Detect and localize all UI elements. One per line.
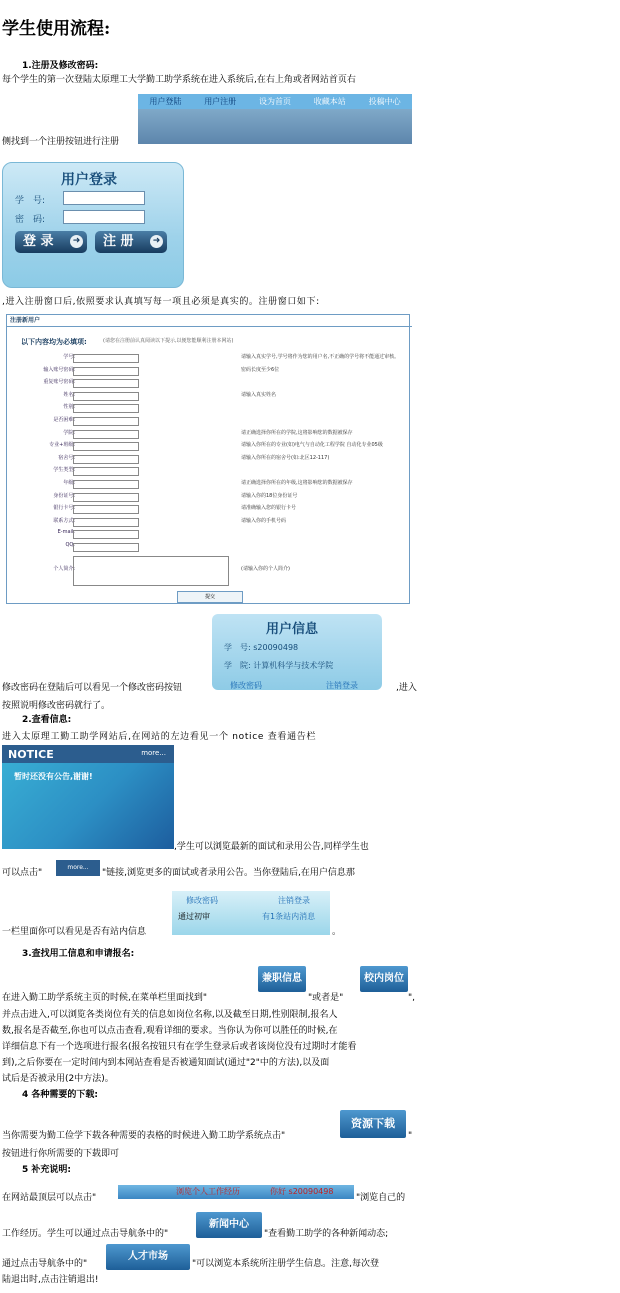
form-row-tip: 请输入真实姓名 xyxy=(241,391,277,398)
s1-line4b: ,进入 xyxy=(396,683,417,693)
login-box xyxy=(2,162,184,288)
form-row-label: 是否困难: xyxy=(53,417,75,423)
user-id-line: 学 号: s20090498 xyxy=(224,643,299,652)
nav-homepage[interactable]: 设为首页 xyxy=(258,97,291,106)
form-row-tip: 请准确输入您的银行卡号 xyxy=(241,505,297,512)
intro-tip: (请输入你的个人简介) xyxy=(241,566,290,572)
form-row xyxy=(7,454,409,465)
form-row xyxy=(7,504,409,515)
form-row xyxy=(7,466,409,477)
form-row-input[interactable] xyxy=(73,442,139,451)
notice-more-link[interactable]: more... xyxy=(141,749,166,757)
form-row-label: QQ: xyxy=(65,542,75,548)
form-row-input[interactable] xyxy=(73,480,139,489)
s5-line1b: "浏览自己的 xyxy=(356,1193,406,1203)
form-row-label: 宿舍号: xyxy=(58,454,75,461)
ribbon-work-history-link[interactable]: 浏览个人工作经历 xyxy=(176,1187,240,1196)
ribbon-greeting: 你好 s20090498 xyxy=(270,1187,334,1196)
s2-line2: ,学生可以浏览最新的面试和录用公告,同样学生也 xyxy=(174,842,369,852)
form-row-label: 学生类型: xyxy=(53,467,75,474)
login-id-input[interactable] xyxy=(63,191,145,205)
form-row-label: 年级: xyxy=(63,480,75,486)
form-row-label: E-mail: xyxy=(57,529,75,536)
s3-line2: 并点击进入,可以浏览各类岗位有关的信息如岗位名称,以及截至日期,性别限制,报名人 xyxy=(2,1010,338,1020)
s2-line4: 一栏里面你可以看见是否有站内信息 xyxy=(2,927,147,937)
user-msg-panel xyxy=(172,891,330,935)
form-row-tip: 请输入你所在的宿舍号(如:北区12-117) xyxy=(241,454,330,461)
s4-line1: 当你需要为勤工俭学下载各种需要的表格的时候进入勤工助学系统点击" xyxy=(2,1131,286,1141)
form-row-label: 联系方式: xyxy=(53,517,75,524)
campus-job-button[interactable]: 校内岗位 xyxy=(360,966,408,992)
form-row-input[interactable] xyxy=(73,530,139,539)
s3-line3: 数,报名是否截至,你也可以点击查看,观看详细的要求。当你认为你可以胜任的时候,在 xyxy=(2,1026,338,1036)
form-row-tip: 密码长度至少6位 xyxy=(241,366,280,373)
s3-line1c: ", xyxy=(408,993,416,1003)
s3-line5: 到),之后你要在一定时间内到本网站查看是否被通知面试(通过"2"中的方法),以及面 xyxy=(2,1058,330,1068)
s1-line1: 每个学生的第一次登陆太原理工大学勤工助学系统在进入系统后,在右上角或者网站首页右 xyxy=(2,75,356,85)
form-row-tip: 请正确选择你所在的年级,这将影响您的数据被保存 xyxy=(241,480,353,486)
form-row-label: 输入账号密码: xyxy=(43,366,75,373)
s3-line4: 详细信息下有一个选项进行报名(报名按钮只有在学生登录后或者该岗位没有过期时才能看 xyxy=(2,1042,357,1052)
s2-line3a: 可以点击" xyxy=(2,868,43,878)
form-row-label: 姓名: xyxy=(63,391,75,398)
s2-line3b: "链接,浏览更多的面试或者录用公告。当你登陆后,在用户信息那 xyxy=(102,868,355,878)
form-row-input[interactable] xyxy=(73,493,139,502)
s5-line4: 陆退出时,点击注销退出! xyxy=(2,1275,99,1285)
logout-link[interactable]: 注销登录 xyxy=(326,681,358,690)
s2-line4b: 。 xyxy=(332,927,342,937)
talent-market-button[interactable]: 人才市场 xyxy=(106,1244,190,1270)
nav-register[interactable]: 用户注册 xyxy=(204,97,237,106)
form-row xyxy=(7,492,409,503)
register-button[interactable] xyxy=(95,231,167,253)
s3-line1a: 在进入勤工助学系统主页的时候,在菜单栏里面找到" xyxy=(2,993,208,1003)
form-row xyxy=(7,391,409,402)
news-center-button[interactable]: 新闻中心 xyxy=(196,1212,262,1238)
s5-line2b: "查看勤工助学的各种新闻动态; xyxy=(264,1229,389,1239)
form-row xyxy=(7,416,409,427)
section3-heading: 3.查找用工信息和申请报名: xyxy=(22,949,135,959)
register-form-note: (请您在注册前认真阅读以下提示,以便您能顺利注册本网站) xyxy=(103,338,234,344)
s1-line5: 按照说明修改密码就行了。 xyxy=(2,701,111,711)
top-nav-image xyxy=(138,94,412,144)
nav-favorite[interactable]: 收藏本站 xyxy=(313,97,346,106)
s5-line3b: "可以浏览本系统所注册学生信息。注意,每次登 xyxy=(192,1259,380,1269)
form-row-label: 专业+班级: xyxy=(49,442,75,449)
form-row xyxy=(7,403,409,414)
panel-messages[interactable]: 有1条站内消息 xyxy=(262,912,316,921)
form-row-input[interactable] xyxy=(73,455,139,464)
s1-line4: 修改密码在登陆后可以看见一个修改密码按钮 xyxy=(2,683,183,693)
form-row-input[interactable] xyxy=(73,367,139,376)
s3-line1b: "或者是" xyxy=(308,993,344,1003)
user-info-title: 用户信息 xyxy=(266,622,319,637)
form-row-input[interactable] xyxy=(73,404,139,413)
form-row xyxy=(7,517,409,528)
more-button-image[interactable]: more... xyxy=(56,860,100,876)
register-button-label: 注 册 xyxy=(103,234,134,249)
form-row xyxy=(7,378,409,389)
submit-button[interactable]: 提交 xyxy=(177,591,243,603)
form-row-tip: 请输入你的18位身份证号 xyxy=(241,492,298,499)
form-row-tip: 请输入你的手机号码 xyxy=(241,517,287,524)
login-button[interactable] xyxy=(15,231,87,253)
form-row-label: 身份证号: xyxy=(53,492,75,499)
panel-logout[interactable]: 注销登录 xyxy=(278,896,310,905)
form-row xyxy=(7,353,409,364)
s5-line2a: 工作经历。学生可以通过点击导航条中的" xyxy=(2,1229,169,1239)
arrow-right-icon: ➜ xyxy=(150,235,163,248)
form-row-label: 重复账号密码: xyxy=(43,379,75,386)
form-row-input[interactable] xyxy=(73,543,139,552)
parttime-info-button[interactable]: 兼职信息 xyxy=(258,966,306,992)
form-row xyxy=(7,441,409,452)
notice-title: NOTICE xyxy=(8,748,54,761)
nav-submit[interactable]: 投稿中心 xyxy=(368,97,401,106)
s1-line3: ,进入注册窗口后,依照要求认真填写每一项且必须是真实的。注册窗口如下: xyxy=(2,297,320,307)
form-row-tip: 请正确选择你所在的学院,这将影响您的数据被保存 xyxy=(241,429,353,436)
register-form-header: 注册新用户 xyxy=(7,315,412,327)
form-row-input[interactable] xyxy=(73,392,139,401)
form-row xyxy=(7,529,409,540)
notice-panel xyxy=(2,745,174,849)
form-row-input[interactable] xyxy=(73,417,139,426)
register-form xyxy=(6,314,410,604)
section5-heading: 5 补充说明: xyxy=(22,1165,71,1175)
s3-line6: 试后是否被录用(2中方法)。 xyxy=(2,1074,114,1084)
panel-status: 通过初审 xyxy=(178,912,210,921)
s5-line3a: 通过点击导航条中的" xyxy=(2,1259,88,1269)
form-row-label: 银行卡号: xyxy=(53,505,75,512)
form-row-input[interactable] xyxy=(73,505,139,514)
form-row-input[interactable] xyxy=(73,379,139,388)
intro-label: 个人简介: xyxy=(53,566,75,572)
login-title: 用户登录 xyxy=(61,172,117,188)
s2-line1: 进入太原理工勤工助学网站后,在网站的左边看见一个 notice 查看通告栏 xyxy=(2,732,317,742)
s1-line2: 侧找到一个注册按钮进行注册 xyxy=(2,137,120,147)
form-row-tip: 请输入真实学号,学号将作为您的用户名,不正确的学号将不能通过审核。 xyxy=(241,354,400,360)
intro-textarea[interactable] xyxy=(73,556,229,586)
form-row xyxy=(7,366,409,377)
form-row-label: 学号: xyxy=(63,354,75,360)
login-pwd-label: 密 码: xyxy=(15,215,46,225)
user-info-box xyxy=(212,614,382,690)
change-password-link[interactable]: 修改密码 xyxy=(230,681,262,690)
section4-heading: 4 各种需要的下载: xyxy=(22,1090,98,1100)
s4-line2: 按钮进行你所需要的下载即可 xyxy=(2,1149,120,1159)
resource-download-button[interactable]: 资源下载 xyxy=(340,1110,406,1138)
form-row-tip: 请输入你所在的专业(如)电气与自动化工程学院 自动化专业05级 xyxy=(241,442,383,449)
register-form-subtitle: 以下内容均为必填项: xyxy=(21,338,87,346)
login-id-label: 学 号: xyxy=(15,196,46,206)
form-row-input[interactable] xyxy=(73,518,139,527)
nav-login[interactable]: 用户登陆 xyxy=(149,97,182,106)
form-row-input[interactable] xyxy=(73,430,139,439)
page-title: 学生使用流程: xyxy=(2,19,111,39)
login-button-label: 登 录 xyxy=(23,234,54,249)
section2-heading: 2.查看信息: xyxy=(22,715,72,725)
login-pwd-input[interactable] xyxy=(63,210,145,224)
form-row-label: 性别: xyxy=(63,404,75,411)
notice-message: 暂时还没有公告,谢谢! xyxy=(14,772,93,781)
form-row xyxy=(7,542,409,553)
form-row xyxy=(7,429,409,440)
form-row-input[interactable] xyxy=(73,467,139,476)
panel-change-pwd[interactable]: 修改密码 xyxy=(186,896,218,905)
top-ribbon-image xyxy=(118,1185,354,1199)
form-row-label: 学院: xyxy=(63,429,75,436)
form-row xyxy=(7,479,409,490)
arrow-right-icon: ➜ xyxy=(70,235,83,248)
s4-line1b: " xyxy=(408,1131,413,1141)
s5-line1a: 在网站最顶层可以点击" xyxy=(2,1193,97,1203)
user-college-line: 学 院: 计算机科学与技术学院 xyxy=(224,661,334,670)
form-row-input[interactable] xyxy=(73,354,139,363)
section1-heading: 1.注册及修改密码: xyxy=(22,61,99,71)
